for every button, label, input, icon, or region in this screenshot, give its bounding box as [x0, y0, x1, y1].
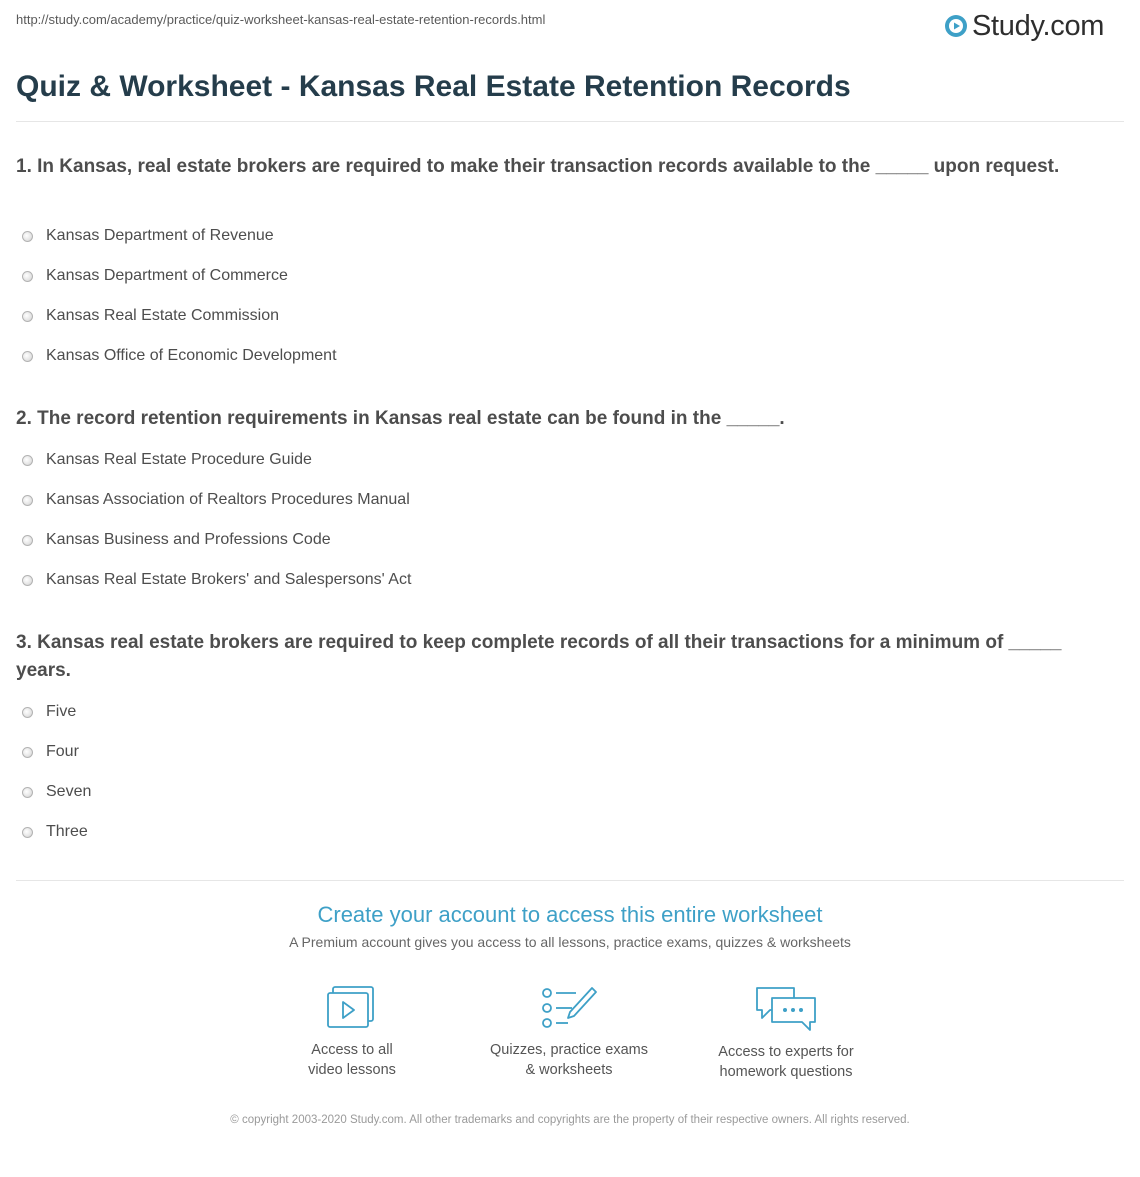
answer-option[interactable]	[22, 480, 411, 520]
answer-label: Kansas Department of Revenue	[46, 227, 274, 244]
radio-button[interactable]	[22, 455, 33, 466]
question-2: 2. The record retention requirements in Kansas real estate can be found in the _____.	[16, 408, 785, 429]
radio-button[interactable]	[22, 707, 33, 718]
answer-label: Three	[46, 823, 88, 840]
title-divider	[16, 121, 1124, 122]
question-3: 3. Kansas real estate brokers are required to keep complete records of all their transactions for a minimum of _____ years.	[16, 632, 1062, 681]
radio-button[interactable]	[22, 575, 33, 586]
answer-option[interactable]	[22, 812, 91, 852]
answer-label: Kansas Real Estate Commission	[46, 307, 279, 324]
play-circle-icon	[944, 14, 968, 38]
logo-text: Study.com	[972, 9, 1105, 42]
radio-button[interactable]	[22, 827, 33, 838]
copyright-text: © copyright 2003-2020 Study.com. All other trademarks and copyrights are the property of their respective owners. All rights reserved.	[230, 1114, 910, 1126]
cta-subtitle: A Premium account gives you access to all lessons, practice exams, quizzes & worksheets	[289, 934, 851, 950]
answer-option[interactable]	[22, 440, 411, 480]
study-logo[interactable]	[944, 6, 1104, 46]
radio-button[interactable]	[22, 311, 33, 322]
signup-cta	[0, 902, 1140, 950]
radio-button[interactable]	[22, 787, 33, 798]
video-lesson-icon	[325, 984, 379, 1032]
question-1-options	[22, 216, 337, 376]
quiz-checklist-icon	[540, 984, 598, 1032]
page-title: Quiz & Worksheet - Kansas Real Estate Retention Records	[16, 70, 851, 103]
answer-label: Kansas Business and Professions Code	[46, 531, 331, 548]
answer-option[interactable]	[22, 256, 337, 296]
question-2-options	[22, 440, 411, 600]
answer-option[interactable]	[22, 520, 411, 560]
answer-label: Kansas Real Estate Procedure Guide	[46, 451, 312, 468]
feature-label: Access to experts for homework questions	[718, 1044, 854, 1080]
radio-button[interactable]	[22, 747, 33, 758]
answer-label: Kansas Department of Commerce	[46, 267, 288, 284]
answer-label: Kansas Office of Economic Development	[46, 347, 337, 364]
cta-title[interactable]: Create your account to access this entire worksheet	[317, 902, 823, 927]
radio-button[interactable]	[22, 351, 33, 362]
answer-option[interactable]	[22, 732, 91, 772]
page-url: http://study.com/academy/practice/quiz-worksheet-kansas-real-estate-retention-records.html	[16, 12, 546, 27]
answer-option[interactable]	[22, 296, 337, 336]
answer-label: Seven	[46, 783, 92, 800]
answer-option[interactable]	[22, 336, 337, 376]
answer-label: Kansas Real Estate Brokers' and Salespersons' Act	[46, 571, 412, 588]
answer-label: Five	[46, 703, 77, 720]
answer-option[interactable]	[22, 560, 411, 600]
top-bar	[0, 0, 1140, 56]
feature-experts	[686, 984, 886, 1082]
answer-label: Four	[46, 743, 79, 760]
chat-bubbles-icon	[754, 984, 818, 1034]
radio-button[interactable]	[22, 535, 33, 546]
feature-video-lessons	[252, 984, 452, 1080]
radio-button[interactable]	[22, 495, 33, 506]
feature-label: Access to all video lessons	[308, 1042, 396, 1078]
cta-divider	[16, 880, 1124, 881]
answer-option[interactable]	[22, 216, 337, 256]
feature-quizzes	[469, 984, 669, 1080]
radio-button[interactable]	[22, 271, 33, 282]
answer-option[interactable]	[22, 772, 91, 812]
answer-option[interactable]	[22, 692, 91, 732]
radio-button[interactable]	[22, 231, 33, 242]
question-3-options	[22, 692, 91, 852]
answer-label: Kansas Association of Realtors Procedures Manual	[46, 491, 410, 508]
question-1: 1. In Kansas, real estate brokers are required to make their transaction records available to the _____ upon request.	[16, 156, 1060, 177]
feature-label: Quizzes, practice exams & worksheets	[490, 1042, 648, 1078]
